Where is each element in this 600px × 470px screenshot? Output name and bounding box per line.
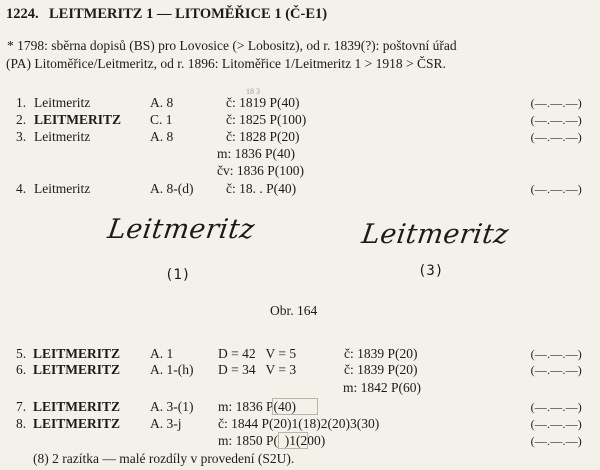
stamp-caption-1: (1) — [165, 267, 191, 283]
entry-num: 4. — [16, 181, 27, 196]
entry-type: A. 8 — [150, 95, 174, 110]
stamp-caption-3: (3) — [418, 263, 444, 279]
entry-type: A. 3-(1) — [150, 399, 194, 414]
entry-price: (—.—.—) — [530, 400, 582, 414]
entry-name: Leitmeritz — [34, 129, 91, 144]
entry-dates: č: 18. . P(40) — [226, 181, 297, 196]
entry-dates: čv: 1836 P(100) — [217, 163, 304, 178]
entry-num: 3. — [16, 129, 27, 144]
entry-type: A. 8-(d) — [150, 181, 194, 196]
entry-price: (—.—.—) — [530, 113, 582, 127]
entry-dates: č: 1828 P(20) — [226, 129, 300, 144]
entry-number: 1224. — [6, 6, 39, 22]
pencil-annotation: 18 3 — [246, 87, 260, 96]
entry-price: (—.—.—) — [530, 347, 582, 361]
entry-dimensions: D = 34 V = 3 — [218, 362, 297, 377]
entry-name: LEITMERITZ — [33, 346, 121, 361]
entry-num: 6. — [16, 362, 27, 377]
pencil-box — [272, 398, 318, 415]
stamp-illustration-1: Leitmeritz — [105, 214, 257, 245]
footnote: (8) 2 razítka — malé rozdíly v provedení (S2U). — [33, 451, 295, 466]
entry-price: (—.—.—) — [530, 434, 582, 448]
entry-name: LEITMERITZ — [34, 112, 122, 127]
entry-dates: č: 1839 P(20) — [344, 362, 418, 377]
entry-name: Leitmeritz — [34, 181, 91, 196]
entry-num: 8. — [16, 416, 27, 431]
figure-label: Obr. 164 — [270, 303, 318, 318]
entry-name: LEITMERITZ — [33, 362, 121, 377]
entry-price: (—.—.—) — [530, 417, 582, 431]
intro-line-1: * 1798: sběrna dopisů (BS) pro Lovosice (> Lobositz), od r. 1839(?): poštovní úřad — [7, 38, 457, 53]
entry-num: 1. — [16, 95, 27, 110]
entry-dates: č: 1819 P(40) — [226, 95, 300, 110]
entry-dates: m: 1836 P(40) — [218, 399, 297, 414]
entry-num: 7. — [16, 399, 27, 414]
entry-price: (—.—.—) — [530, 130, 582, 144]
entry-type: A. 3-j — [150, 416, 182, 431]
entry-dates: č: 1839 P(20) — [344, 346, 418, 361]
entry-dates: m: 1842 P(60) — [343, 380, 422, 395]
entry-num: 2. — [16, 112, 27, 127]
entry-type: C. 1 — [150, 112, 173, 127]
entry-dates: m: 1836 P(40) — [217, 146, 296, 161]
entry-dates: č: 1825 P(100) — [226, 112, 307, 127]
entry-dates: č: 1844 P(20)1(18)2(20)3(30) — [218, 416, 380, 431]
stamp-illustration-3: Leitmeritz — [359, 219, 511, 250]
entry-name: LEITMERITZ — [33, 399, 121, 414]
intro-line-2: (PA) Litoměřice/Leitmeritz, od r. 1896: Litoměřice 1/Leitmeritz 1 > 1918 > ČSR. — [6, 56, 446, 71]
pencil-box — [278, 432, 308, 449]
entry-price: (—.—.—) — [530, 363, 582, 377]
entry-name: Leitmeritz — [34, 95, 91, 110]
entry-type: A. 1-(h) — [150, 362, 194, 377]
entry-dates: m: 1850 P( )1(200) — [218, 433, 326, 448]
entry-price: (—.—.—) — [530, 96, 582, 110]
entry-num: 5. — [16, 346, 27, 361]
entry-dimensions: D = 42 V = 5 — [218, 346, 297, 361]
entry-type: A. 8 — [150, 129, 174, 144]
entry-type: A. 1 — [150, 346, 174, 361]
page-title: LEITMERITZ 1 — LITOMĚŘICE 1 (Č-E1) — [49, 6, 328, 22]
entry-price: (—.—.—) — [530, 182, 582, 196]
entry-name: LEITMERITZ — [33, 416, 121, 431]
